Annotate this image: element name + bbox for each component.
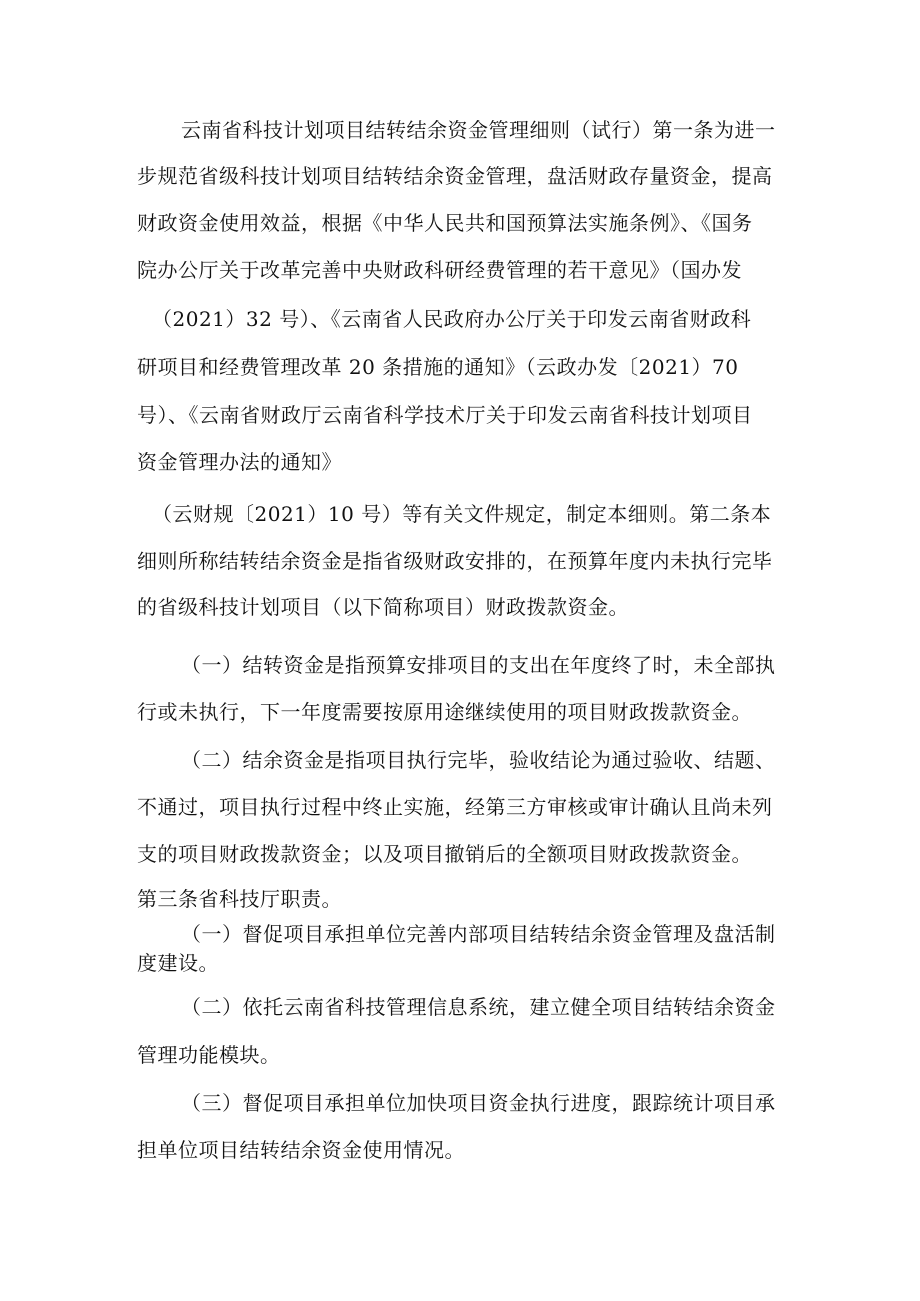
text-line: 管理功能模块。 (137, 1043, 281, 1067)
text-line: 担单位项目结转结余资金使用情况。 (137, 1138, 465, 1162)
text-line: 院办公厅关于改革完善中央财政科研经费管理的若干意见》（国办发 (137, 258, 742, 282)
text-line: 的省级科技计划项目（以下简称项目）财政拨款资金。 (137, 595, 629, 619)
text-line: 不通过，项目执行过程中终止实施，经第三方审核或审计确认且尚未列 (137, 795, 773, 819)
text-line: 支的项目财政拨款资金；以及项目撤销后的全额项目财政拨款资金。 (137, 842, 752, 866)
text-line: （一）督促项目承担单位完善内部项目结转结余资金管理及盘活制 (181, 922, 776, 946)
text-line: 财政资金使用效益，根据《中华人民共和国预算法实施条例》、《国务 (137, 211, 753, 235)
text-line: （二）依托云南省科技管理信息系统，建立健全项目结转结余资金 (181, 995, 776, 1019)
text-line: 研项目和经费管理改革 20 条措施的通知》（云政办发〔2021）70 (137, 355, 739, 379)
text-line: 资金管理办法的通知》 (137, 450, 342, 474)
text-line: 细则所称结转结余资金是指省级财政安排的，在预算年度内未执行完毕 (137, 549, 773, 573)
text-line: 度建设。 (137, 951, 219, 975)
text-line: 云南省科技计划项目结转结余资金管理细则（试行）第一条为进一 (181, 118, 776, 142)
text-line: 步规范省级科技计划项目结转结余资金管理，盘活财政存量资金，提高 (137, 164, 773, 188)
text-line: 行或未执行，下一年度需要按原用途继续使用的项目财政拨款资金。 (137, 700, 752, 724)
text-line: （云财规〔2021）10 号）等有关文件规定，制定本细则。第二条本 (152, 502, 772, 526)
text-line: （二）结余资金是指项目执行完毕，验收结论为通过验收、结题、 (181, 748, 776, 772)
text-line: （2021）32 号）、《云南省人民政府办公厅关于印发云南省财政科 (152, 307, 752, 331)
text-line: （三）督促项目承担单位加快项目资金执行进度，跟踪统计项目承 (181, 1091, 776, 1115)
text-line: 号）、《云南省财政厅云南省科学技术厅关于印发云南省科技计划项目 (137, 403, 753, 427)
section-heading: 第三条省科技厅职责。 (137, 887, 342, 911)
text-line: （一）结转资金是指预算安排项目的支出在年度终了时，未全部执 (181, 653, 776, 677)
